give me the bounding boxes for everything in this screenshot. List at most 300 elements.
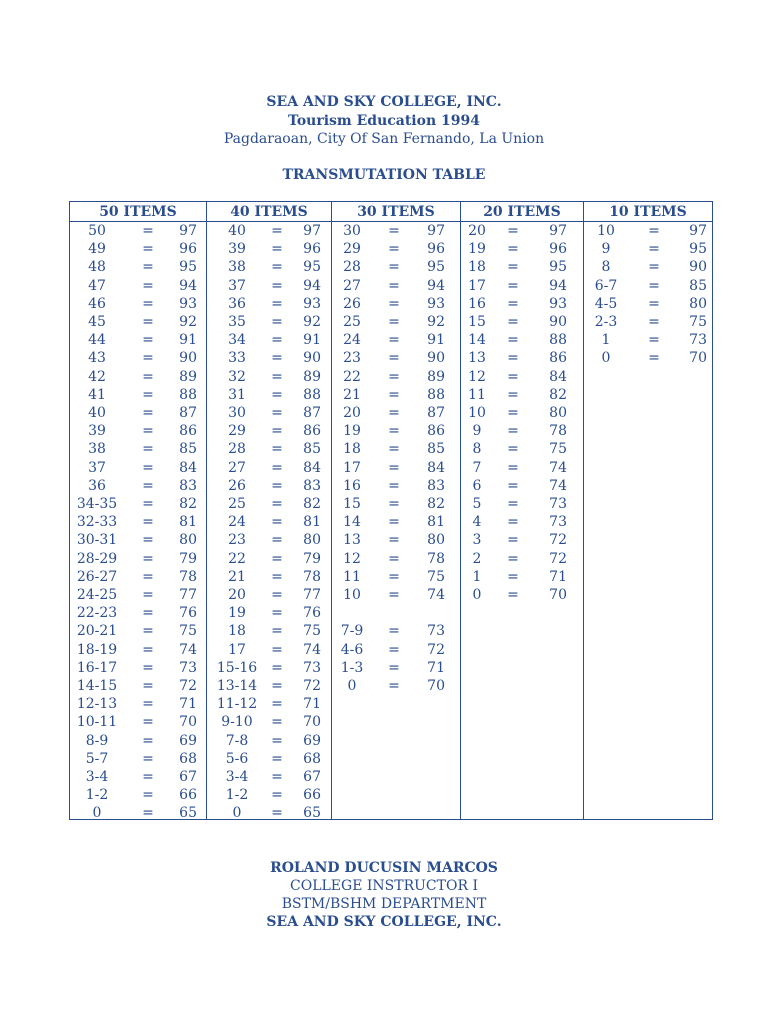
score-cell: 11 [468,386,486,403]
score-cell: 0 [92,805,102,822]
equals-cell: = [271,787,283,804]
grade-cell: 89 [179,368,197,385]
score-cell: 37 [228,277,246,294]
equals-cell: = [388,350,400,367]
grade-cell: 77 [303,587,321,603]
table-row [70,641,206,659]
score-cell: 20-21 [76,623,118,640]
equals-cell: = [142,605,154,622]
table-row [461,495,583,513]
score-cell: 2-3 [594,314,618,330]
equals-cell: = [271,441,283,458]
table-row [332,258,460,276]
equals-cell: = [388,587,400,603]
grade-cell: 97 [549,223,567,239]
score-cell: 1-2 [225,787,249,804]
table-row [584,349,712,367]
grade-cell: 68 [179,750,197,767]
equals-cell: = [142,295,154,312]
equals-cell: = [388,332,400,349]
grade-cell: 91 [179,332,197,349]
equals-cell: = [507,350,519,367]
table-row [70,804,206,822]
table-row [332,404,460,422]
equals-cell: = [388,514,400,531]
table-row [332,313,460,331]
equals-cell: = [271,241,283,258]
signatory-department: BSTM/BSHM DEPARTMENT [281,896,487,912]
score-cell: 13 [343,532,361,549]
address: Pagdaraoan, City Of San Fernando, La Union [223,131,545,147]
score-cell: 7 [472,459,482,476]
table-row [461,277,583,295]
score-cell: 8 [601,259,611,276]
grade-cell: 75 [179,623,197,640]
grade-cell: 65 [179,805,197,822]
table-row [207,659,331,677]
grade-cell: 85 [427,441,445,458]
grade-cell: 92 [179,314,197,330]
grade-cell: 85 [303,441,321,458]
equals-cell: = [142,350,154,367]
table-row [70,368,206,386]
score-cell: 28 [343,259,361,276]
table-row [332,568,460,586]
score-cell: 14 [468,332,486,349]
table-row [70,477,206,495]
score-cell: 17 [343,459,361,476]
grade-cell: 87 [427,405,445,421]
signatory-college: SEA AND SKY COLLEGE, INC. [266,914,502,930]
grade-cell: 93 [303,295,321,312]
equals-cell: = [388,678,400,694]
table-row [70,495,206,513]
table-row [207,331,331,349]
equals-cell: = [388,441,400,458]
equals-cell: = [271,423,283,440]
grade-cell: 84 [549,368,567,385]
grade-cell: 75 [427,568,445,585]
grade-cell: 79 [303,550,321,567]
grade-cell: 80 [689,295,707,312]
equals-cell: = [648,241,660,258]
score-cell: 28-29 [76,550,118,567]
equals-cell: = [388,405,400,421]
table-row [70,786,206,804]
equals-cell: = [271,732,283,749]
score-cell: 44 [88,332,106,349]
equals-cell: = [142,805,154,822]
score-cell: 10-11 [76,714,118,731]
grade-cell: 66 [179,787,197,804]
equals-cell: = [142,386,154,403]
score-cell: 1-3 [340,659,364,676]
score-cell: 42 [88,368,106,385]
grade-cell: 82 [179,496,197,512]
grade-cell: 95 [303,259,321,276]
table-row [461,386,583,404]
grade-cell: 97 [179,223,197,239]
equals-cell: = [142,277,154,294]
table-row [461,313,583,331]
score-cell: 25 [228,496,246,512]
grade-cell: 73 [427,623,445,640]
equals-cell: = [271,386,283,403]
table-row [584,222,712,240]
score-cell: 9 [601,241,611,258]
grade-cell: 80 [427,532,445,549]
score-cell: 31 [228,386,246,403]
table-row [207,732,331,750]
score-cell: 11 [343,568,361,585]
equals-cell: = [507,587,519,603]
score-cell: 0 [472,587,482,603]
score-cell: 8 [472,441,482,458]
grade-cell: 73 [689,332,707,349]
equals-cell: = [142,641,154,658]
table-row [70,277,206,295]
table-row [207,750,331,768]
table-row [461,459,583,477]
score-cell: 15 [343,496,361,512]
grade-cell: 83 [303,477,321,494]
table-row [332,495,460,513]
grade-cell: 91 [303,332,321,349]
grade-cell: 89 [427,368,445,385]
grade-cell: 90 [427,350,445,367]
grade-cell: 97 [303,223,321,239]
grade-cell: 74 [427,587,445,603]
score-cell: 2 [472,550,482,567]
grade-cell: 74 [549,477,567,494]
equals-cell: = [142,405,154,421]
table-row [207,513,331,531]
equals-cell: = [271,696,283,713]
grade-cell: 76 [303,605,321,622]
table-row [332,677,460,695]
table-row [332,349,460,367]
equals-cell: = [271,477,283,494]
score-cell: 26 [228,477,246,494]
table-row [332,550,460,568]
grade-cell: 93 [427,295,445,312]
grade-cell: 94 [303,277,321,294]
equals-cell: = [271,514,283,531]
equals-cell: = [271,805,283,822]
equals-cell: = [388,496,400,512]
equals-cell: = [507,477,519,494]
score-cell: 36 [88,477,106,494]
grade-cell: 90 [549,314,567,330]
program-name: Tourism Education 1994 [288,113,480,129]
table-row [332,459,460,477]
score-cell: 20 [228,587,246,603]
grade-cell: 95 [549,259,567,276]
equals-cell: = [507,441,519,458]
grade-cell: 96 [303,241,321,258]
table-row [207,495,331,513]
table-row [207,313,331,331]
score-cell: 16 [468,295,486,312]
score-cell: 38 [228,259,246,276]
equals-cell: = [388,568,400,585]
score-cell: 22-23 [76,605,118,622]
equals-cell: = [507,386,519,403]
score-cell: 48 [88,259,106,276]
equals-cell: = [271,550,283,567]
table-row [584,331,712,349]
grade-cell: 81 [427,514,445,531]
equals-cell: = [142,496,154,512]
table-row [207,295,331,313]
table-row [461,550,583,568]
signatory-name: ROLAND DUCUSIN MARCOS [270,860,498,876]
score-cell: 26-27 [76,568,118,585]
grade-cell: 73 [179,659,197,676]
equals-cell: = [648,332,660,349]
score-cell: 3 [472,532,482,549]
table-row [332,440,460,458]
grade-cell: 71 [179,696,197,713]
table-row [461,240,583,258]
grade-cell: 92 [303,314,321,330]
grade-cell: 74 [303,641,321,658]
equals-cell: = [142,259,154,276]
score-cell: 20 [468,223,486,239]
grade-cell: 80 [549,405,567,421]
equals-cell: = [271,678,283,694]
table-row [70,258,206,276]
equals-cell: = [388,659,400,676]
score-cell: 19 [228,605,246,622]
equals-cell: = [271,350,283,367]
equals-cell: = [142,314,154,330]
equals-cell: = [271,587,283,603]
score-cell: 24-25 [76,587,118,603]
table-row [207,440,331,458]
table-row [70,313,206,331]
equals-cell: = [271,259,283,276]
grade-cell: 93 [549,295,567,312]
table-row [461,513,583,531]
grade-cell: 72 [549,532,567,549]
grade-cell: 78 [303,568,321,585]
table-row [70,659,206,677]
equals-cell: = [142,532,154,549]
equals-cell: = [388,277,400,294]
table-row [207,477,331,495]
score-cell: 14-15 [76,678,118,694]
grade-cell: 75 [303,623,321,640]
grade-cell: 88 [179,386,197,403]
equals-cell: = [271,605,283,622]
score-cell: 3-4 [225,769,249,785]
grade-cell: 88 [303,386,321,403]
equals-cell: = [271,659,283,676]
grade-cell: 95 [427,259,445,276]
equals-cell: = [142,332,154,349]
equals-cell: = [142,623,154,640]
score-cell: 23 [228,532,246,549]
grade-cell: 67 [179,769,197,785]
grade-cell: 76 [179,605,197,622]
grade-cell: 73 [549,496,567,512]
table-row [70,349,206,367]
score-cell: 17 [468,277,486,294]
equals-cell: = [507,332,519,349]
grade-cell: 94 [179,277,197,294]
equals-cell: = [507,277,519,294]
table-row [70,386,206,404]
table-row [584,313,712,331]
equals-cell: = [507,223,519,239]
table-row [207,277,331,295]
score-cell: 4-6 [340,641,364,658]
equals-cell: = [142,732,154,749]
table-column [331,202,460,819]
score-cell: 12 [468,368,486,385]
equals-cell: = [142,514,154,531]
table-row [207,786,331,804]
equals-cell: = [388,532,400,549]
grade-cell: 86 [427,423,445,440]
column-header: 40 ITEMS [207,202,331,222]
score-cell: 27 [228,459,246,476]
table-row [207,349,331,367]
college-name: SEA AND SKY COLLEGE, INC. [266,94,502,110]
table-row [461,404,583,422]
score-cell: 32-33 [76,514,118,531]
document-title: TRANSMUTATION TABLE [282,167,486,183]
grade-cell: 70 [549,587,567,603]
table-row [70,622,206,640]
table-row [584,277,712,295]
table-row [207,404,331,422]
table-row [70,513,206,531]
table-row [332,240,460,258]
table-row [461,586,583,604]
table-row [332,222,460,240]
table-row [461,368,583,386]
grade-cell: 78 [179,568,197,585]
score-cell: 38 [88,441,106,458]
table-row [207,531,331,549]
score-cell: 6-7 [594,277,618,294]
grade-cell: 90 [179,350,197,367]
equals-cell: = [142,568,154,585]
score-cell: 6 [472,477,482,494]
score-cell: 5 [472,496,482,512]
score-cell: 19 [343,423,361,440]
equals-cell: = [271,750,283,767]
table-row [207,622,331,640]
table-row [332,295,460,313]
grade-cell: 74 [549,459,567,476]
score-cell: 23 [343,350,361,367]
grade-cell: 75 [689,314,707,330]
score-cell: 36 [228,295,246,312]
table-row [70,568,206,586]
equals-cell: = [142,441,154,458]
table-row [332,659,460,677]
score-cell: 1 [601,332,611,349]
grade-cell: 73 [303,659,321,676]
score-cell: 3-4 [85,769,109,785]
score-cell: 41 [88,386,106,403]
table-row [207,604,331,622]
table-row [207,586,331,604]
table-row [70,531,206,549]
equals-cell: = [271,532,283,549]
score-cell: 35 [228,314,246,330]
grade-cell: 88 [427,386,445,403]
grade-cell: 86 [549,350,567,367]
table-row [332,586,460,604]
table-row [332,622,460,640]
score-cell: 21 [228,568,246,585]
equals-cell: = [507,314,519,330]
equals-cell: = [271,714,283,731]
table-row [207,240,331,258]
grade-cell: 82 [303,496,321,512]
score-cell: 24 [228,514,246,531]
table-column [460,202,583,819]
column-header: 20 ITEMS [461,202,583,222]
equals-cell: = [271,223,283,239]
table-row [584,295,712,313]
table-row [70,586,206,604]
equals-cell: = [507,423,519,440]
grade-cell: 71 [549,568,567,585]
table-row [207,568,331,586]
score-cell: 7-9 [340,623,364,640]
score-cell: 29 [343,241,361,258]
equals-cell: = [507,496,519,512]
table-row [70,422,206,440]
score-cell: 0 [601,350,611,367]
grade-cell: 90 [689,259,707,276]
grade-cell: 71 [303,696,321,713]
score-cell: 39 [88,423,106,440]
table-row [332,477,460,495]
grade-cell: 80 [179,532,197,549]
score-cell: 30 [228,405,246,421]
table-row [332,277,460,295]
score-cell: 9-10 [221,714,253,731]
grade-cell: 85 [689,277,707,294]
table-row [207,641,331,659]
grade-cell: 86 [179,423,197,440]
score-cell: 33 [228,350,246,367]
table-row [70,240,206,258]
table-row [207,222,331,240]
signatory-position: COLLEGE INSTRUCTOR I [290,878,478,894]
grade-cell: 97 [427,223,445,239]
equals-cell: = [142,587,154,603]
equals-cell: = [142,477,154,494]
score-cell: 18 [468,259,486,276]
equals-cell: = [507,241,519,258]
score-cell: 16-17 [76,659,118,676]
equals-cell: = [388,259,400,276]
grade-cell: 72 [427,641,445,658]
equals-cell: = [142,223,154,239]
grade-cell: 96 [427,241,445,258]
equals-cell: = [142,787,154,804]
table-row [70,604,206,622]
score-cell: 21 [343,386,361,403]
grade-cell: 93 [179,295,197,312]
